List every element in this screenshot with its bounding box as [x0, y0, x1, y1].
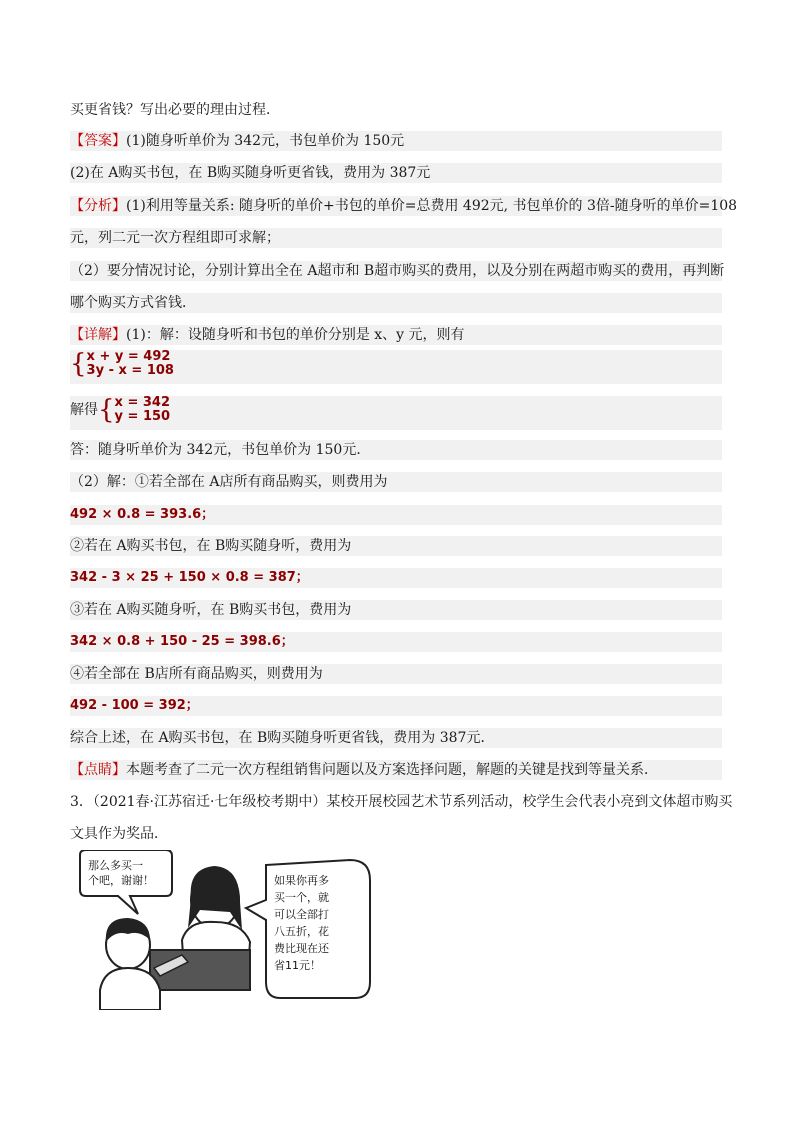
- detail-line-1: 【详解】(1)：解：设随身听和书包的单价分别是 x、y 元，则有: [70, 325, 722, 345]
- bubble-right-line-4: 八五折，花: [274, 925, 329, 938]
- bubble-right-line-1: 如果你再多: [274, 874, 329, 887]
- cartoon-illustration: [70, 850, 390, 1010]
- question-3-line-2: 文具作为奖品．: [70, 826, 168, 842]
- answer-tag: 【答案】: [70, 133, 126, 149]
- calc-2: 342 - 3 × 25 + 150 × 0.8 = 387；: [70, 568, 722, 588]
- case-3: ③若在 A购买随身听，在 B购买书包，费用为: [70, 600, 722, 620]
- equation-system-1: { x + y = 492 3y - x = 108: [70, 350, 722, 384]
- answer-statement: 答：随身听单价为 342元，书包单价为 150元．: [70, 440, 722, 460]
- bubble-right-line-6: 省11元！: [274, 959, 321, 972]
- question-3-line-1: 3．（2021春·江苏宿迁·七年级校考期中）某校开展校园艺术节系列活动，校学生会代表小亮到文体超市购买: [70, 794, 733, 810]
- analysis-line-1: 【分析】(1)利用等量关系: 随身听的单价+书包的单价=总费用 492元, 书包单价的 3倍-随身听的单价=108: [70, 198, 738, 214]
- detail-tag: 【详解】: [70, 327, 126, 343]
- summary: 综合上述，在 A购买书包，在 B购买随身听更省钱，费用为 387元．: [70, 728, 722, 748]
- bubble-right-line-3: 可以全部打: [274, 908, 329, 921]
- calc-4: 492 - 100 = 392；: [70, 696, 722, 716]
- solution-system: 解得{ x = 342 y = 150: [70, 396, 722, 430]
- bubble-left-line-1: 那么多买一: [88, 859, 143, 872]
- bubble-right-line-5: 费比现在还: [274, 942, 329, 955]
- comment-tag: 【点睛】: [70, 762, 126, 778]
- case-2: ②若在 A购买书包，在 B购买随身听，费用为: [70, 536, 722, 556]
- calc-3: 342 × 0.8 + 150 - 25 = 398.6；: [70, 632, 722, 652]
- analysis-tag: 【分析】: [70, 198, 126, 214]
- calc-1: 492 × 0.8 = 393.6；: [70, 505, 722, 525]
- part2-intro: （2）解：①若全部在 A店所有商品购买，则费用为: [70, 472, 722, 492]
- comment-line: 【点睛】本题考查了二元一次方程组销售问题以及方案选择问题，解题的关键是找到等量关系．: [70, 760, 722, 780]
- analysis-line-2: （2）要分情况讨论，分别计算出全在 A超市和 B超市购买的费用，以及分别在两超市购买的费用，再判断: [70, 263, 725, 279]
- bubble-right-line-2: 买一个，就: [274, 891, 329, 904]
- answer-line-2: (2)在 A购买书包，在 B购买随身听更省钱，费用为 387元: [70, 163, 722, 183]
- case-4: ④若全部在 B店所有商品购买，则费用为: [70, 664, 722, 684]
- analysis-line-2b: 哪个购买方式省钱．: [70, 293, 722, 313]
- analysis-line-1b: 元，列二元一次方程组即可求解；: [70, 228, 722, 248]
- answer-line-1: 【答案】(1)随身听单价为 342元，书包单价为 150元: [70, 131, 722, 151]
- bubble-left-line-2: 个吧，谢谢！: [88, 874, 154, 887]
- question-tail: 买更省钱？写出必要的理由过程．: [70, 102, 280, 118]
